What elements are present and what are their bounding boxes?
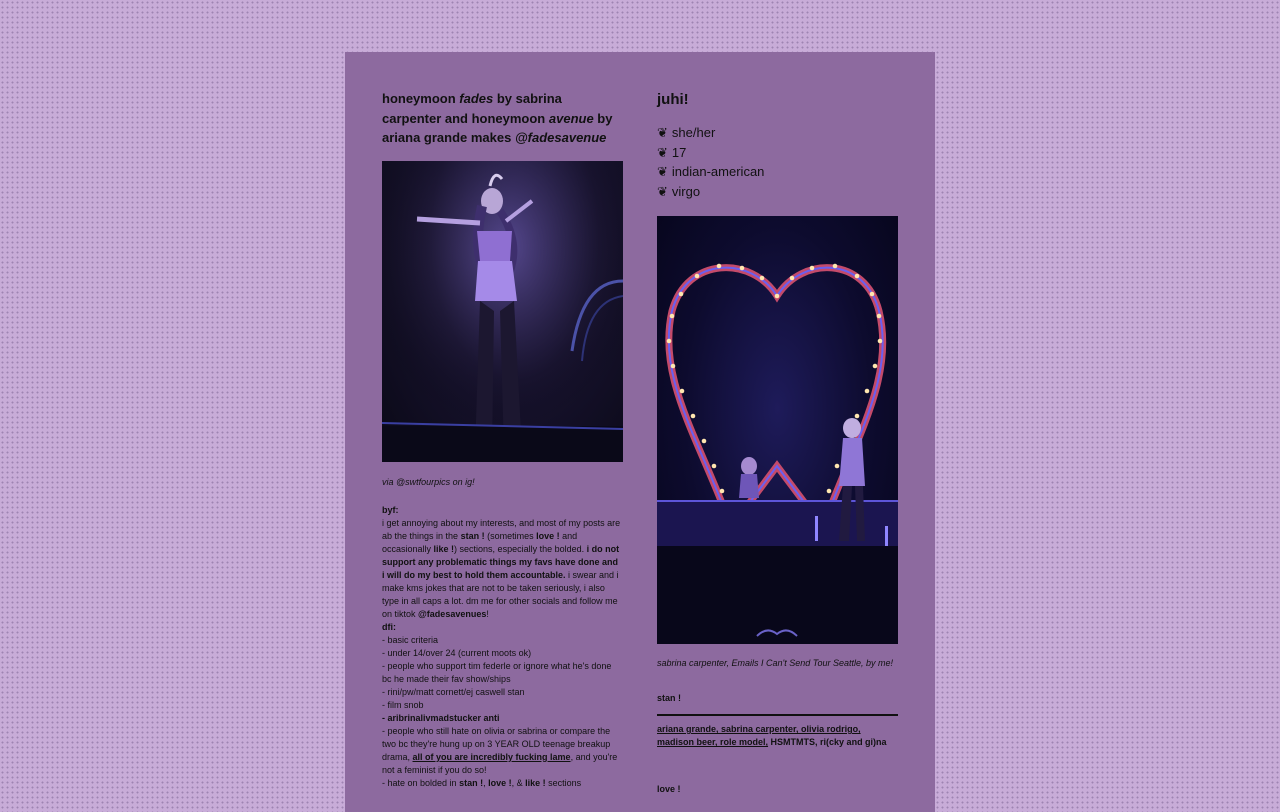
dfi-item: - film snob: [382, 699, 424, 710]
heart-stage-photo-art: [657, 216, 898, 644]
profile-card: [345, 52, 935, 812]
dfi-item: - basic criteria: [382, 634, 439, 645]
post-title: honeymoon fades by sabrina carpenter and honeymoon avenue by ariana grande makes @fadesavenue: [382, 91, 613, 145]
fact-item: ❦ indian-american: [657, 164, 765, 179]
heart-stage-photo: [657, 216, 898, 644]
lame-link[interactable]: all of you are incredibly fucking lame: [412, 751, 571, 762]
stan-links[interactable]: ariana grande, sabrina carpenter, olivia rodrigo, madison beer, role model,: [657, 724, 861, 747]
fleuron-icon: ❦: [657, 183, 668, 199]
facts-list: [657, 123, 898, 201]
stan-heading: stan !: [657, 693, 682, 703]
right-column: [657, 89, 898, 794]
fleuron-icon: ❦: [657, 144, 668, 160]
fact-item: ❦ she/her: [657, 125, 716, 140]
fleuron-icon: ❦: [657, 125, 668, 140]
dfi-item: - people who still hate on olivia or sabrina or compare the two bc they're hung up on 3 YEAR OLD teenage breakup drama, all of you are incredibly fucking lame, and you're not a feminist if you do so!: [382, 725, 618, 775]
photo-credit: via @swtfourpics on ig!: [382, 476, 475, 487]
tiktok-handle-link[interactable]: @fadesavenue: [514, 130, 607, 145]
bio-section: [382, 504, 623, 790]
dfi-item: - rini/pw/matt cornett/ej caswell stan: [382, 686, 525, 697]
fact-item: ❦ 17: [657, 144, 687, 160]
concert-photo-art: [382, 161, 623, 462]
dfi-item: - hate on bolded in stan !, love !, & like ! sections: [382, 777, 582, 788]
photo-credit: sabrina carpenter, Emails I Can't Send Tour Seattle, by me!: [657, 658, 894, 668]
divider: [657, 714, 898, 716]
profile-name: juhi!: [657, 91, 689, 108]
dfi-item: - aribrinalivmadstucker anti: [382, 712, 500, 723]
byf-label: byf:: [382, 504, 399, 515]
byf-text: i get annoying about my interests, and most of my posts are ab the things in the stan ! (sometimes love ! and occasionally like !) sections, especially the bolded. i do not support any problematic things my favs have done and i will do my best to hold them accountable. i swear and i make kms jokes that are not to be taken seriously, i also type in all caps a lot. dm me for other socials and follow me on tiktok @fadesavenues!: [382, 517, 621, 619]
dfi-label: dfi:: [382, 621, 396, 632]
dfi-item: - people who support tim federle or ignore what he's done bc he made their fav show/ships: [382, 660, 612, 684]
concert-photo: [382, 161, 623, 462]
stan-list: ariana grande, sabrina carpenter, olivia rodrigo, madison beer, role model, HSMTMTS, ri(cky and gi)na: [657, 724, 887, 747]
dfi-item: - under 14/over 24 (current moots ok): [382, 647, 532, 658]
tiktok-link[interactable]: @fadesavenues: [418, 608, 487, 619]
left-column: [382, 89, 623, 790]
fleuron-icon: ❦: [657, 164, 668, 179]
love-heading: love !: [657, 784, 681, 794]
fact-item: ❦ virgo: [657, 183, 701, 199]
